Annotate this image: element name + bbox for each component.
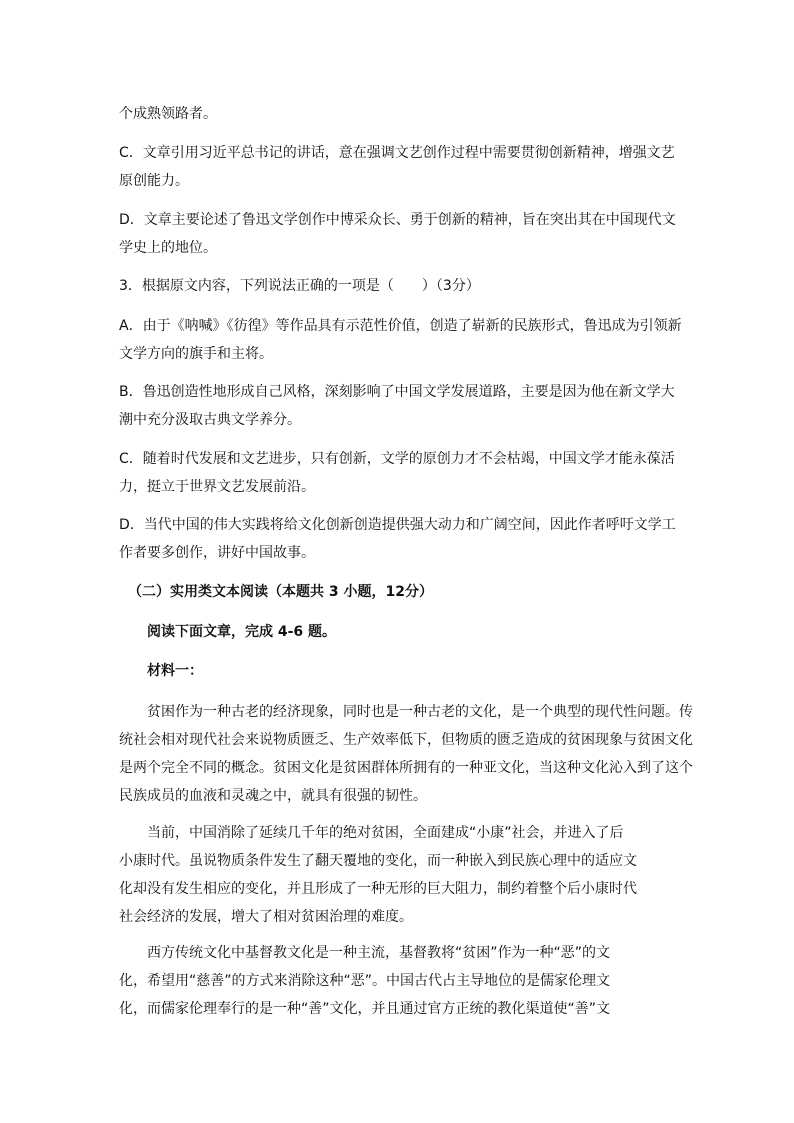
material-label: 材料一：	[147, 663, 203, 679]
q2-option-c-line2: 原创能力。	[119, 173, 189, 189]
reading-instruction: 阅读下面文章，完成 4-6 题。	[147, 624, 337, 640]
q3-option-c-line2: 力，挺立于世界文艺发展前沿。	[119, 479, 315, 495]
para1-line4: 民族成员的血液和灵魂之中，就具有很强的韧性。	[119, 788, 427, 804]
q3-option-a-line1: A．由于《呐喊》《彷徨》等作品具有示范性价值，创造了崭新的民族形式，鲁迅成为引领新	[119, 318, 682, 334]
q3-option-a-line2: 文学方向的旗手和主将。	[119, 346, 273, 362]
para2-line2: 小康时代。虽说物质条件发生了翻天覆地的变化，而一种嵌入到民族心理中的适应文	[119, 853, 637, 869]
q3-option-c-line1: C．随着时代发展和文艺进步，只有创新，文学的原创力才不会枯竭，中国文学才能永葆活	[119, 451, 675, 467]
q3-option-b-line1: B．鲁迅创造性地形成自己风格，深刻影响了中国文学发展道路，主要是因为他在新文学大	[119, 384, 675, 400]
para3-line1: 西方传统文化中基督教文化是一种主流，基督教将“贫困”作为一种“恶”的文	[147, 945, 611, 961]
q2-option-d-line1: D．文章主要论述了鲁迅文学创作中博采众长、勇于创新的精神，旨在突出其在中国现代文	[119, 212, 676, 228]
para2-line1: 当前，中国消除了延续几千年的绝对贫困，全面建成“小康”社会，并进入了后	[147, 825, 624, 841]
section-heading: （二）实用类文本阅读（本题共 3 小题，12分）	[128, 584, 433, 600]
para3-line2: 化，希望用“慈善”的方式来消除这种“恶”。中国古代占主导地位的是儒家伦理文	[119, 973, 611, 989]
q2-option-d-line2: 学史上的地位。	[119, 240, 217, 256]
q2-option-c-line1: C．文章引用习近平总书记的讲话，意在强调文艺创作过程中需要贯彻创新精神，增强文艺	[119, 145, 675, 161]
q3-option-d-line2: 作者要多创作，讲好中国故事。	[119, 545, 315, 561]
q3-option-b-line2: 潮中充分汲取古典文学养分。	[119, 412, 301, 428]
q3-option-d-line1: D．当代中国的伟大实践将给文化创新创造提供强大动力和广阔空间，因此作者呼吁文学工	[119, 517, 676, 533]
para1-line3: 是两个完全不同的概念。贫困文化是贫困群体所拥有的一种亚文化，当这种文化沁入到了这个	[119, 760, 693, 776]
para1-line1: 贫困作为一种古老的经济现象，同时也是一种古老的文化，是一个典型的现代性问题。传	[147, 704, 693, 720]
q3-stem: 3．根据原文内容，下列说法正确的一项是（ ）（3分）	[119, 278, 480, 294]
q2-option-b-end: 个成熟领路者。	[119, 106, 217, 122]
para2-line3: 化却没有发生相应的变化，并且形成了一种无形的巨大阻力，制约着整个后小康时代	[119, 881, 637, 897]
para3-line3: 化，而儒家伦理奉行的是一种“善”文化，并且通过官方正统的教化渠道使“善”文	[119, 1001, 611, 1017]
para2-line4: 社会经济的发展，增大了相对贫困治理的难度。	[119, 909, 413, 925]
para1-line2: 统社会相对现代社会来说物质匮乏、生产效率低下，但物质的匮乏造成的贫困现象与贫困文化	[119, 732, 693, 748]
